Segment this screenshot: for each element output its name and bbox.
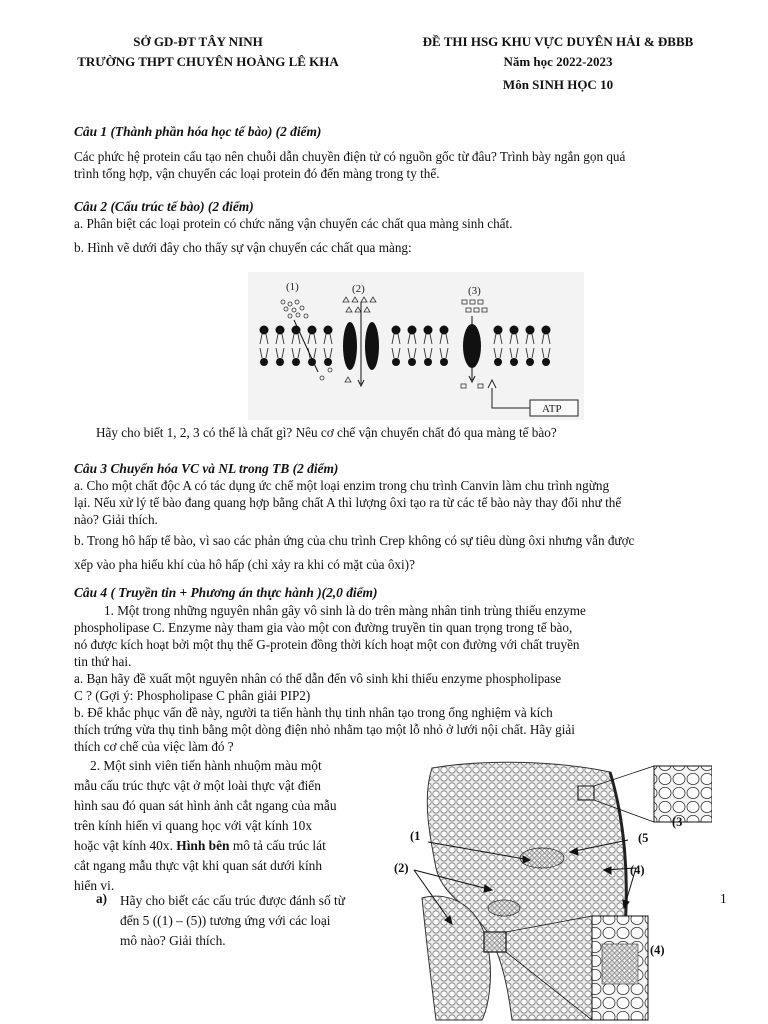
- fig-label-2: (2): [394, 861, 409, 875]
- q4-part2-text: [74, 756, 382, 896]
- q4-p2-line2: mẫu cấu trúc thực vật ở một loài thực vật điển: [74, 778, 321, 793]
- fig-label-4: (4): [630, 863, 645, 877]
- q4-item-a-line1: Hãy cho biết các cấu trúc được đánh số từ: [120, 893, 345, 908]
- subject: Môn SINH HỌC 10: [502, 77, 614, 92]
- q1-title: Câu 1 (Thành phần hóa học tế bào) (2 điểm): [74, 124, 322, 139]
- membrane-transport-figure: [248, 272, 584, 420]
- q4-item-a-line2: đến 5 ((1) – (5)) tương ứng với các loại: [120, 913, 331, 928]
- q3-a-line3: nào? Giải thích.: [74, 512, 158, 527]
- q3-b-line1: b. Trong hô hấp tế bào, vì sao các phản ứng của chu trình Crep không có sự tiêu dùng ôxi nhưng vẫn được: [74, 533, 635, 548]
- zoom-region-bottom: [484, 932, 506, 952]
- vascular-bundle-2: [488, 900, 520, 916]
- exam-title: ĐỀ THI HSG KHU VỰC DUYÊN HẢI & ĐBBB: [422, 34, 694, 49]
- q4-a-line1: a. Bạn hãy đề xuất một nguyên nhân có thể dẫn đến vô sinh khi thiếu enzyme phospholipase: [74, 671, 562, 686]
- school-year: Năm học 2022-2023: [503, 54, 613, 69]
- q1-line1: Các phức hệ protein cấu tạo nên chuỗi dẫn chuyền điện tử có nguồn gốc từ đâu? Trình bày ngắn gọn quá: [74, 149, 626, 164]
- fig-label-1: (1): [286, 281, 299, 293]
- q4-item-a: [120, 891, 382, 951]
- q3-title: Câu 3 Chuyển hóa VC và NL trong TB (2 điểm): [74, 461, 339, 476]
- q4-item-a-line3: mô nào? Giải thích.: [120, 933, 226, 948]
- q4-p1-line3: nó được kích hoạt bởi một thụ thể G-protein đồng thời kích hoạt một con đường với chất truyền: [74, 637, 580, 652]
- q4-item-a-marker: a): [96, 891, 107, 906]
- plant-cross-section-figure: [392, 758, 712, 1024]
- q4-b-line2: thích trứng vừa thụ tinh bằng một dòng điện nhỏ nhằm tạo một lỗ nhỏ ở lưới nội chất. Hãy giải: [74, 722, 575, 737]
- zoom-inset-top: [654, 766, 712, 822]
- q3-a-line2: lại. Nếu xử lý tế bào đang quang hợp bằng chất A thì lượng ôxi tạo ra từ các tế bào này thay đổi như thế: [74, 495, 622, 510]
- channel-protein-right: [365, 322, 379, 370]
- q4-b-line1: b. Để khắc phục vấn đề này, người ta tiến hành thụ tinh nhân tạo trong ống nghiệm và kích: [74, 705, 553, 720]
- q1-line2: trình tổng hợp, vận chuyển các loại protein đó đến màng trong ty thể.: [74, 166, 440, 181]
- q4-p2-line6: cắt ngang mẫu thực vật khi quan sát dưới kính: [74, 858, 323, 873]
- q3-a-line1: a. Cho một chất độc A có tác dụng ức chế một loại enzim trong chu trình Canvin làm chu trình ngừng: [74, 478, 610, 493]
- q4-b-line3: thích cơ chế của việc làm đó ?: [74, 739, 234, 754]
- q4-p2-line1: 2. Một sinh viên tiến hành nhuộm màu một: [90, 758, 322, 773]
- q4-p2-line4: trên kính hiển vi quang học với vật kính 10x: [74, 818, 313, 833]
- q4-title: Câu 4 ( Truyền tin + Phương án thực hành )(2,0 điểm): [74, 585, 378, 600]
- fig-label-4b: (4): [650, 943, 665, 957]
- fig-label-3: (3: [672, 815, 683, 829]
- q4-p1-line2: phospholipase C. Enzyme này tham gia vào một con đường truyền tin quan trọng trong tế bào,: [74, 620, 573, 635]
- q4-p1-line4: tin thứ hai.: [74, 654, 132, 669]
- q4-p2-line5: hoặc vật kính 40x. Hình bên mô tả cấu trúc lát: [74, 838, 326, 853]
- fig-label-5: (5: [638, 831, 649, 845]
- fig-label-3: (3): [468, 285, 481, 297]
- q2-b: b. Hình vẽ dưới đây cho thấy sự vận chuyển các chất qua màng:: [74, 240, 412, 255]
- atp-label: ATP: [542, 403, 562, 415]
- q4-a-line2: C ? (Gợi ý: Phospholipase C phân giải PIP2): [74, 688, 311, 703]
- q4-p1-line1: 1. Một trong những nguyên nhân gây vô sinh là do trên màng nhân tinh trùng thiếu enzyme: [104, 603, 586, 618]
- fig-label-2: (2): [352, 283, 365, 295]
- page-number: 1: [720, 891, 727, 906]
- fig-label-1: (1: [410, 829, 421, 843]
- q4-p2-line7: hiển vi.: [74, 878, 115, 893]
- q3-b-line2: xếp vào pha hiếu khí của hô hấp (chỉ xảy ra khi có mặt của ôxi)?: [74, 557, 415, 572]
- q2-a: a. Phân biệt các loại protein có chức năng vận chuyển các chất qua màng sinh chất.: [74, 216, 513, 231]
- q2-question: Hãy cho biết 1, 2, 3 có thể là chất gì? Nêu cơ chế vận chuyển chất đó qua màng tế bào?: [96, 425, 557, 440]
- q4-p2-line3: hình sau đó quan sát hình ảnh cắt ngang của mẫu: [74, 798, 337, 813]
- q2-title: Câu 2 (Cấu trúc tế bào) (2 điểm): [74, 199, 254, 214]
- school-dept: SỞ GD-ĐT TÂY NINH: [133, 34, 263, 49]
- school-name: TRƯỜNG THPT CHUYÊN HOÀNG LÊ KHA: [77, 54, 339, 69]
- channel-protein-left: [343, 322, 357, 370]
